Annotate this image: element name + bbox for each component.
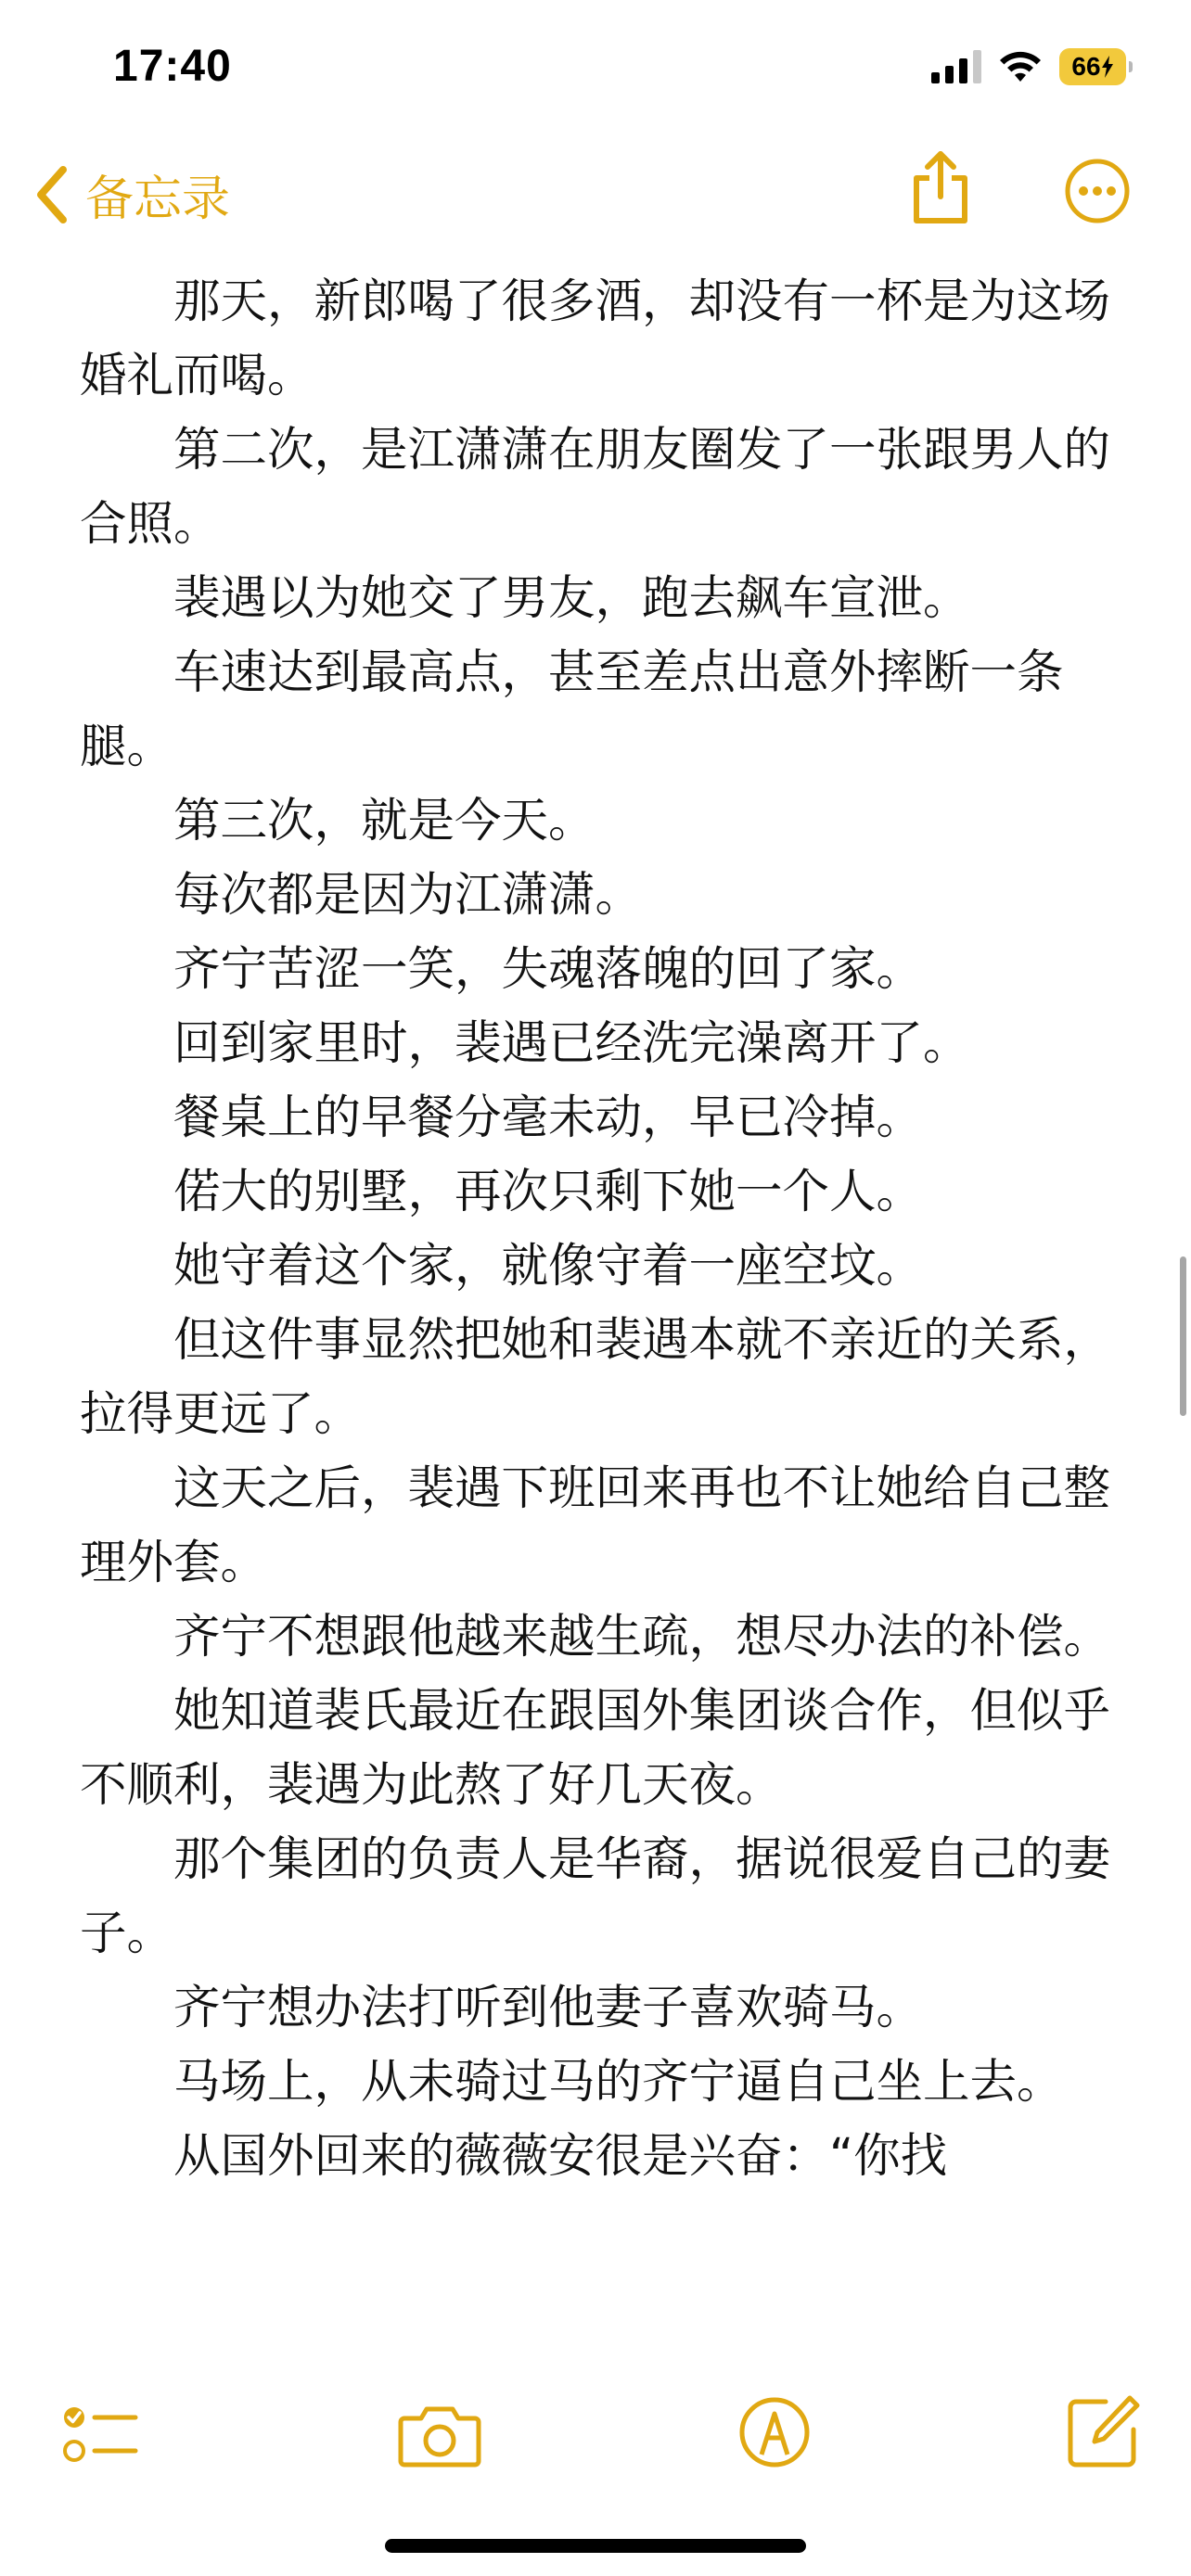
home-indicator[interactable] [385,2539,806,2553]
note-paragraph: 马场上，从未骑过马的齐宁逼自己坐上去。 [173,2054,1064,2109]
charging-bolt-icon [1101,56,1114,78]
back-label: 备忘录 [85,172,231,227]
note-paragraph: 回到家里时，裴遇已经洗完澡离开了。 [173,1015,970,1070]
ellipsis-circle-icon[interactable] [1064,158,1131,224]
markup-pen-icon[interactable] [737,2395,812,2469]
battery-charging-icon [1059,48,1126,85]
note-paragraph: 第二次，是江潇潇在朋友圈发了一张跟男人的合照。 [80,422,1110,551]
status-icons [931,43,1126,91]
note-paragraph: 她守着这个家，就像守着一座空坟。 [173,1238,923,1293]
compose-icon[interactable] [1065,2392,1143,2470]
note-paragraph: 那天，新郎喝了很多酒，却没有一杯是为这场婚礼而喝。 [80,274,1110,402]
note-paragraph: 那个集团的负责人是华裔，据说很爱自己的妻子。 [80,1831,1110,1960]
note-paragraph: 她知道裴氏最近在跟国外集团谈合作，但似乎不顺利，裴遇为此熬了好几天夜。 [80,1683,1110,1812]
note-paragraph: 裴遇以为她交了男友，跑去飙车宣泄。 [173,570,970,625]
note-paragraph: 齐宁苦涩一笑，失魂落魄的回了家。 [173,941,923,996]
note-paragraph: 偌大的别墅，再次只剩下她一个人。 [173,1164,923,1218]
battery-level: 66 [1071,52,1101,81]
note-paragraph: 餐桌上的早餐分毫未动，早已冷掉。 [173,1090,923,1144]
checklist-icon[interactable] [61,2397,141,2471]
note-paragraph: 这天之后，裴遇下班回来再也不让她给自己整理外套。 [80,1460,1110,1589]
note-paragraph: 车速达到最高点，甚至差点出意外摔断一条腿。 [80,644,1064,773]
chevron-left-icon [33,164,70,225]
status-time: 17:40 [113,42,232,91]
wifi-icon [998,50,1043,83]
note-paragraph: 每次都是因为江潇潇。 [173,867,642,922]
camera-icon[interactable] [397,2402,482,2468]
toolbar-fade [0,2300,1191,2576]
note-body[interactable] [80,264,1111,2193]
note-paragraph: 但这件事显然把她和裴遇本就不亲近的关系，拉得更远了。 [80,1312,1110,1441]
note-paragraph: 齐宁想办法打听到他妻子喜欢骑马。 [173,1980,923,2034]
back-button[interactable] [33,159,230,229]
note-paragraph: 齐宁不想跟他越来越生疏，想尽办法的补偿。 [173,1609,1110,1664]
cellular-signal-icon [931,50,981,83]
note-paragraph: 第三次，就是今天。 [173,793,596,848]
share-icon[interactable] [907,148,974,226]
note-paragraph: 从国外回来的薇薇安很是兴奋：“你找 [173,2128,948,2183]
scroll-indicator[interactable] [1180,1256,1186,1416]
